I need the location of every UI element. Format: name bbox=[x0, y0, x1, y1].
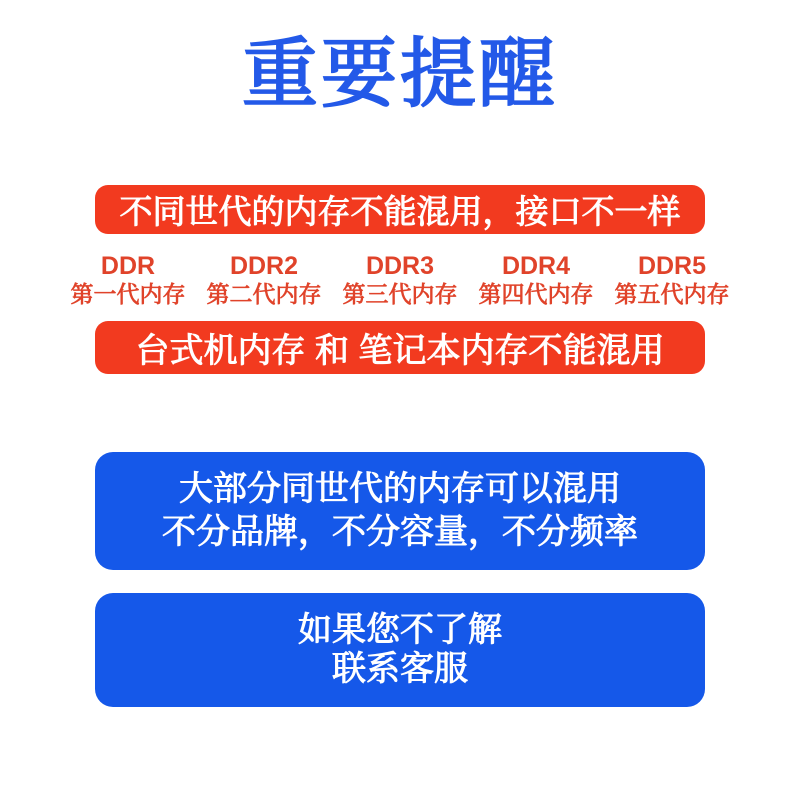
ddr-item bbox=[604, 252, 740, 307]
mixing-rules-line2: 不分品牌，不分容量，不分频率 bbox=[162, 513, 638, 551]
ddr-desc: 第五代内存 bbox=[614, 281, 730, 307]
ddr-name: DDR5 bbox=[637, 252, 707, 280]
ddr-item bbox=[332, 252, 468, 307]
banner-generations-warning bbox=[95, 185, 705, 234]
ddr-generation-list bbox=[60, 252, 740, 307]
info-box-contact-support bbox=[95, 593, 705, 707]
mixing-rules-line1: 大部分同世代的内存可以混用 bbox=[179, 470, 621, 508]
ddr-name: DDR3 bbox=[365, 252, 435, 280]
ddr-desc: 第三代内存 bbox=[342, 281, 458, 307]
ddr-name: DDR2 bbox=[229, 252, 299, 280]
ddr-name: DDR4 bbox=[501, 252, 571, 280]
ddr-item bbox=[196, 252, 332, 307]
ddr-item bbox=[468, 252, 604, 307]
ddr-name: DDR bbox=[100, 252, 156, 280]
banner-formfactor-warning bbox=[95, 321, 705, 374]
banner-formfactor-text: 台式机内存 和 笔记本内存不能混用 bbox=[135, 332, 665, 370]
ddr-desc: 第四代内存 bbox=[478, 281, 594, 307]
ddr-item bbox=[60, 252, 196, 307]
banner-generations-text: 不同世代的内存不能混用，接口不一样 bbox=[119, 193, 681, 230]
contact-support-line1: 如果您不了解 bbox=[298, 611, 502, 649]
ddr-desc: 第二代内存 bbox=[206, 281, 322, 307]
info-box-mixing-rules bbox=[95, 452, 705, 570]
page-title: 重要提醒 bbox=[242, 32, 558, 117]
ddr-desc: 第一代内存 bbox=[70, 281, 186, 307]
contact-support-line2: 联系客服 bbox=[332, 650, 468, 688]
